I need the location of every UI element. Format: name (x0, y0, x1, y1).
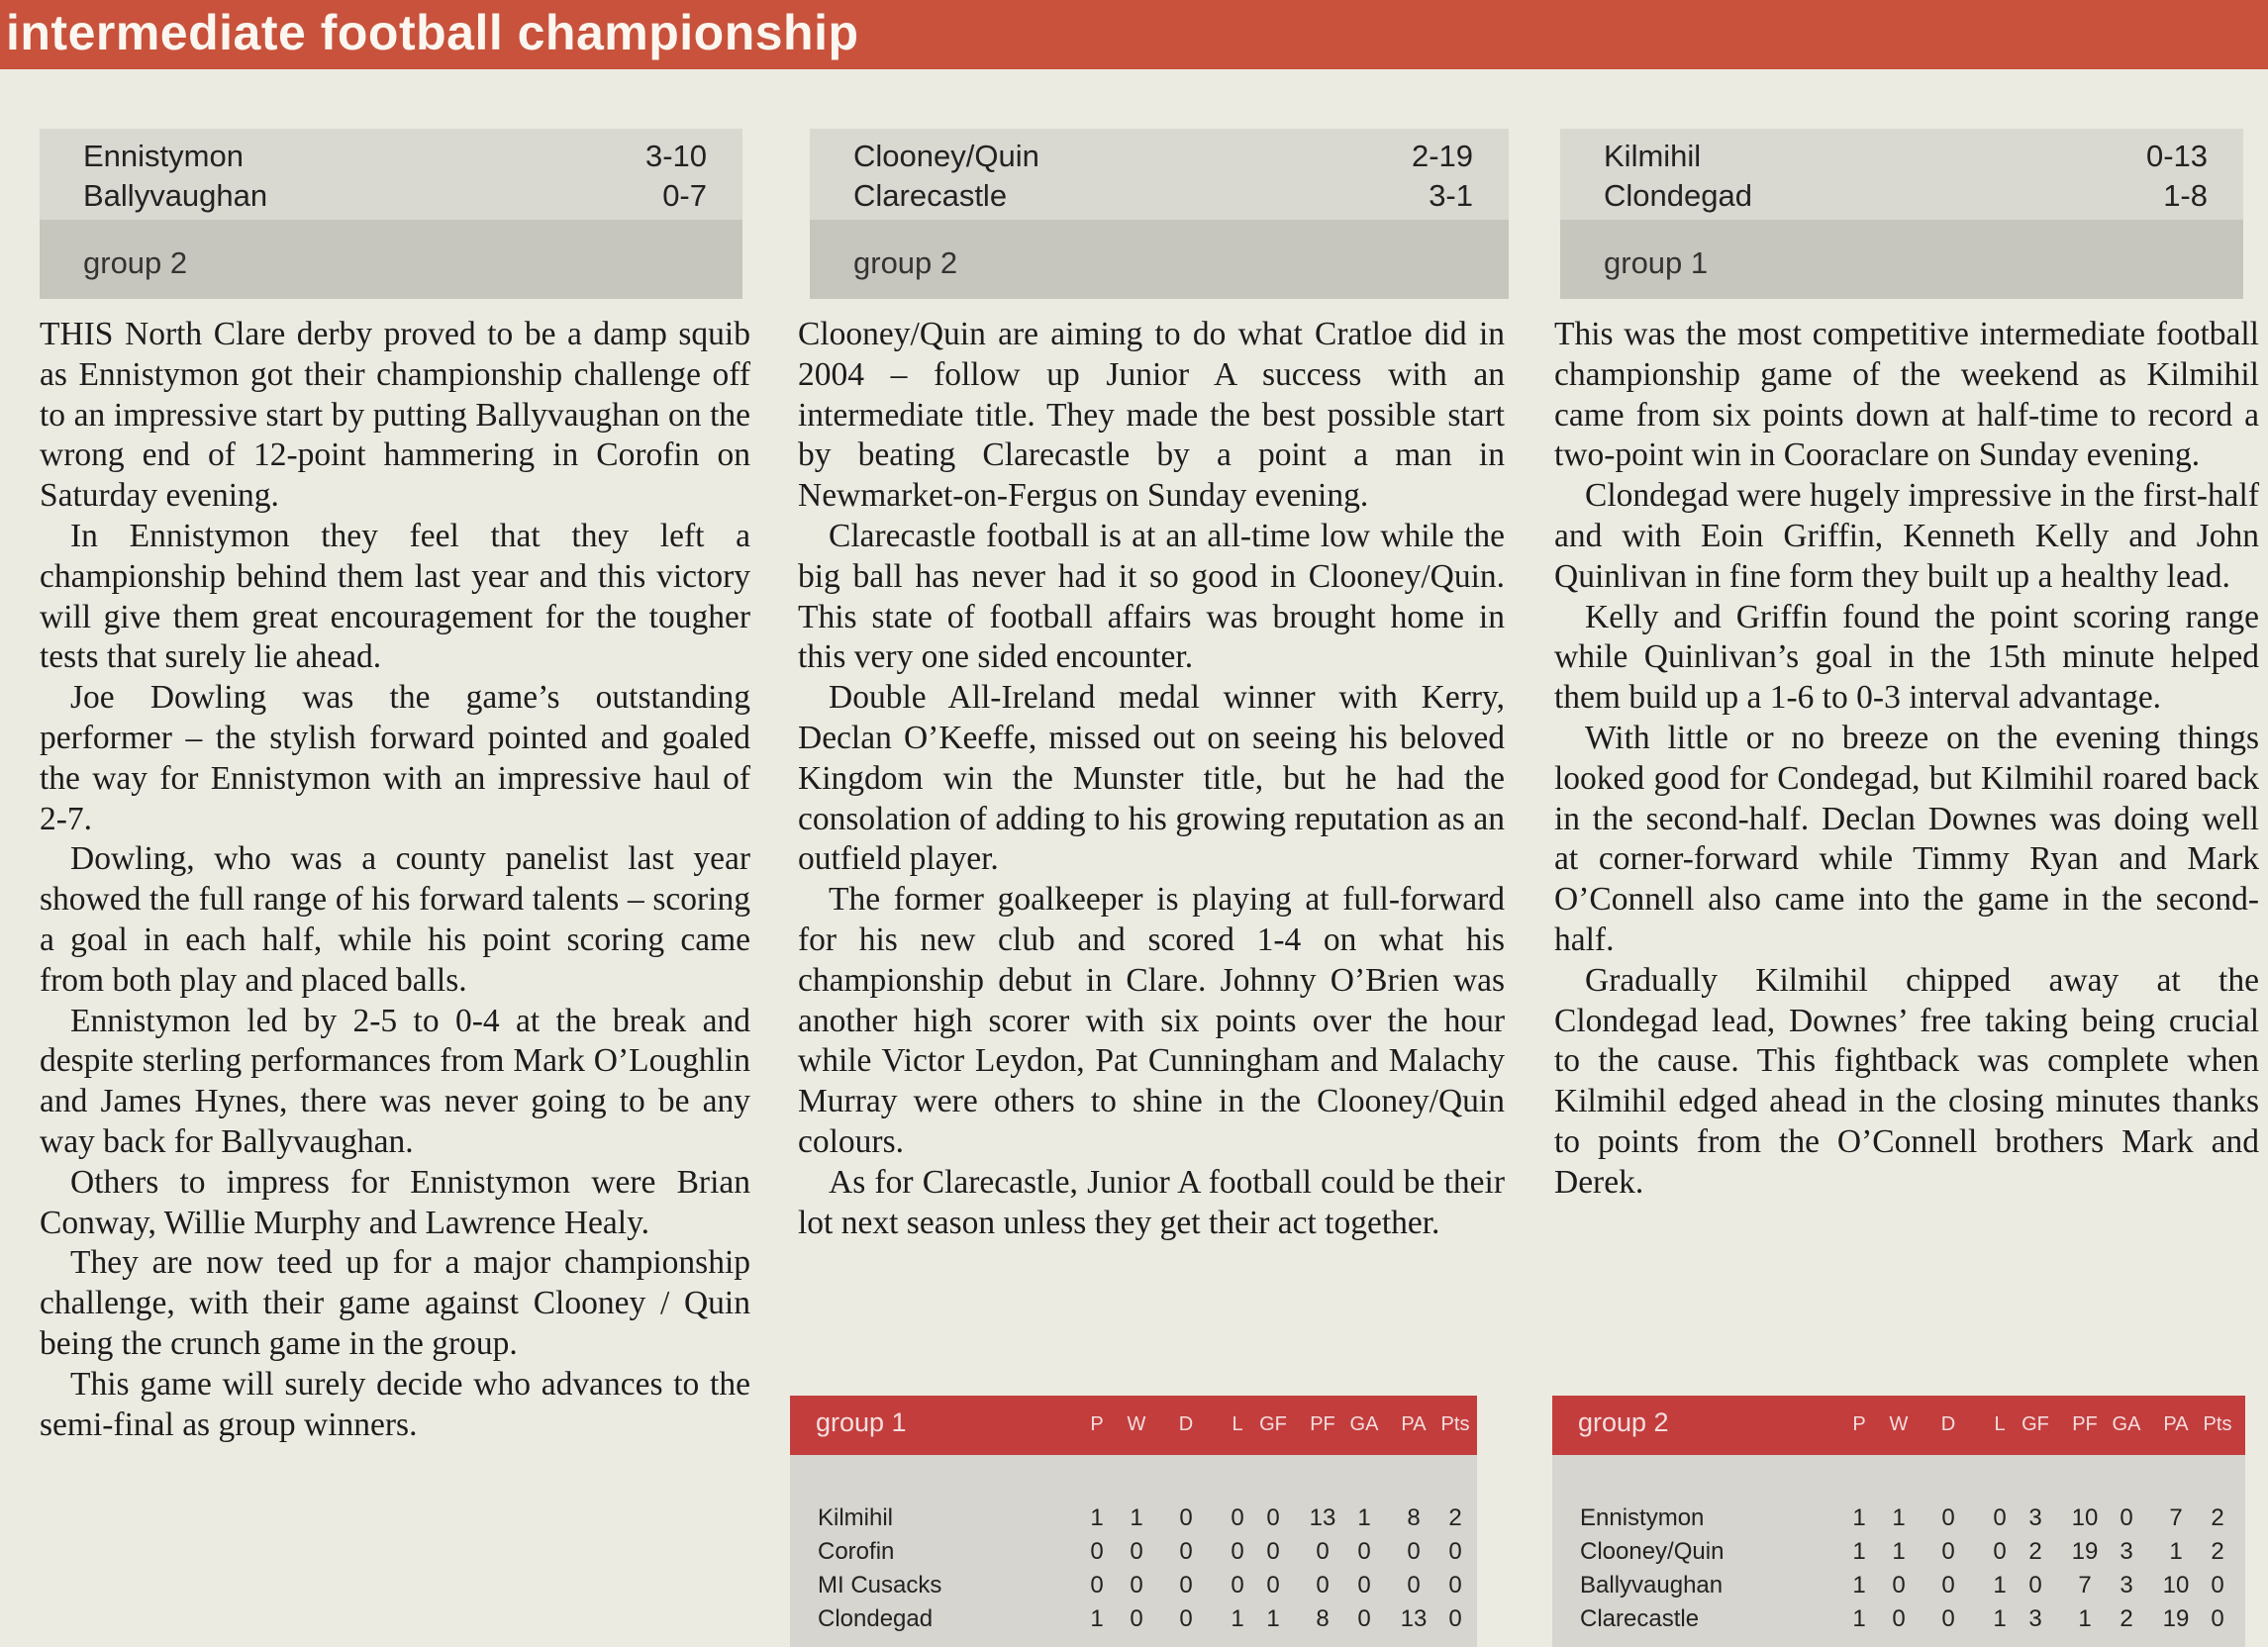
table-cell: 0 (2028, 1572, 2042, 1599)
team-score: 2-19 (1411, 139, 1473, 173)
table-cell: 0 (1993, 1538, 2007, 1565)
team-score: 0-7 (662, 178, 707, 213)
team-name: Ennistymon (83, 139, 244, 173)
section-banner (0, 0, 2268, 69)
table-cell: 0 (1407, 1538, 1421, 1565)
table-cell: 1 (1852, 1572, 1866, 1599)
paragraph: Ennistymon led by 2-5 to 0-4 at the break and despite sterling performances from Mark O’Loughlin and James Hynes, there was never going to be any way back for Ballyvaughan. (40, 1002, 750, 1160)
table-row (790, 1572, 1477, 1605)
table-row (790, 1538, 1477, 1572)
score-row-away (1560, 178, 2243, 218)
paragraph: This was the most competitive intermediate football championship game of the weekend as Kilmihil came from six points down at half-time to record a two-point win in Cooraclare on Sunday evening. (1554, 316, 2259, 474)
table-cell: 0 (1448, 1538, 1462, 1565)
table-header (790, 1396, 1477, 1455)
team-name: Ballyvaughan (1580, 1572, 1724, 1599)
team-name: Clarecastle (1580, 1605, 1700, 1632)
group-table (1552, 1396, 2245, 1647)
column-header: L (1994, 1413, 2006, 1435)
team-name: Kilmihil (818, 1504, 894, 1531)
table-row (1552, 1538, 2245, 1572)
match-report (1554, 315, 2259, 1204)
table-cell: 8 (1407, 1504, 1421, 1531)
team-name: Clondegad (1604, 178, 1752, 213)
table-row (1552, 1605, 2245, 1639)
column-header: GF (1259, 1413, 1287, 1435)
column-header: GA (1349, 1413, 1379, 1435)
table-cell: 0 (2120, 1504, 2133, 1531)
paragraph: THIS North Clare derby proved to be a damp squib as Ennistymon got their championship challenge off to an impressive start by putting Ballyvaughan on the wrong end of 12-point hammering in Corofin on Saturday evening. (40, 316, 750, 515)
table-cell: 1 (1892, 1504, 1906, 1531)
team-name: Clooney/Quin (853, 139, 1039, 173)
table-cell: 0 (1892, 1572, 1906, 1599)
table-cell: 0 (1130, 1572, 1143, 1599)
team-score: 3-1 (1429, 178, 1473, 213)
paragraph: In Ennistymon they feel that they left a championship behind them last year and this victory will give them great encouragement for the tougher tests that surely lie ahead. (40, 517, 750, 676)
table-cell: 1 (1993, 1572, 2007, 1599)
team-name: MI Cusacks (818, 1572, 942, 1599)
table-cell: 1 (2169, 1538, 2183, 1565)
table-cell: 0 (1892, 1605, 1906, 1632)
table-cell: 0 (1090, 1572, 1104, 1599)
table-cell: 7 (2169, 1504, 2183, 1531)
group-label: group 2 (853, 245, 958, 280)
column-header: D (1940, 1413, 1956, 1435)
table-cell: 2 (2028, 1538, 2042, 1565)
paragraph: This game will surely decide who advances to the semi-final as group winners. (40, 1365, 750, 1443)
table-cell: 0 (1179, 1572, 1193, 1599)
score-row-home (1560, 139, 2243, 178)
table-cell: 2 (2211, 1538, 2224, 1565)
table-cell: 1 (1090, 1504, 1104, 1531)
table-cell: 0 (1407, 1572, 1421, 1599)
table-cell: 0 (1316, 1538, 1330, 1565)
column-header: GA (2112, 1413, 2141, 1435)
table-cell: 3 (2120, 1538, 2133, 1565)
team-name: Kilmihil (1604, 139, 1702, 173)
paragraph: Clondegad were hugely impressive in the first-half and with Eoin Griffin, Kenneth Kelly and John Quinlivan in fine form they built up a healthy lead. (1554, 477, 2259, 595)
column-header: Pts (2203, 1413, 2232, 1435)
table-cell: 2 (2120, 1605, 2133, 1632)
table-cell: 0 (1316, 1572, 1330, 1599)
team-name: Corofin (818, 1538, 895, 1565)
table-cell: 0 (2211, 1572, 2224, 1599)
table-row (1552, 1572, 2245, 1605)
table-cell: 0 (1448, 1605, 1462, 1632)
table-cell: 7 (2078, 1572, 2092, 1599)
group-label: group 1 (816, 1407, 907, 1437)
score-box (40, 129, 742, 299)
table-cell: 0 (1266, 1504, 1280, 1531)
table-cell: 13 (1400, 1605, 1428, 1632)
table-row (1552, 1504, 2245, 1538)
score-row-away (40, 178, 742, 218)
table-cell: 1 (1852, 1538, 1866, 1565)
group-table (790, 1396, 1477, 1647)
team-name: Ennistymon (1580, 1504, 1705, 1531)
table-cell: 1 (1993, 1605, 2007, 1632)
table-cell: 0 (1941, 1538, 1955, 1565)
table-cell: 0 (1941, 1572, 1955, 1599)
table-cell: 13 (1309, 1504, 1336, 1531)
column-header: PF (2072, 1413, 2098, 1435)
paragraph: Clarecastle football is at an all-time low while the big ball has never had it so good in Clooney/Quin. This state of football affairs was brought home in this very one sided encounter. (798, 517, 1505, 676)
column-header: W (1127, 1413, 1146, 1435)
paragraph: Others to impress for Ennistymon were Brian Conway, Willie Murphy and Lawrence Healy. (40, 1163, 750, 1241)
table-cell: 8 (1316, 1605, 1330, 1632)
team-name: Clooney/Quin (1580, 1538, 1725, 1565)
table-cell: 2 (1448, 1504, 1462, 1531)
table-cell: 1 (1852, 1605, 1866, 1632)
table-cell: 0 (1357, 1572, 1371, 1599)
score-row-home (40, 139, 742, 178)
table-cell: 0 (1231, 1538, 1244, 1565)
table-cell: 0 (1357, 1538, 1371, 1565)
section-title: intermediate football championship (6, 5, 859, 60)
table-cell: 19 (2071, 1538, 2099, 1565)
table-cell: 0 (1231, 1572, 1244, 1599)
table-cell: 0 (1130, 1605, 1143, 1632)
table-cell: 1 (1266, 1605, 1280, 1632)
match-report (798, 315, 1505, 1243)
table-cell: 10 (2071, 1504, 2099, 1531)
column-header: P (1090, 1413, 1104, 1435)
table-cell: 1 (1852, 1504, 1866, 1531)
table-cell: 0 (1941, 1605, 1955, 1632)
paragraph: Clooney/Quin are aiming to do what Cratloe did in 2004 – follow up Junior A success with an intermediate title. They made the best possible start by beating Clarecastle by a point a man in Newmarket-on-Fergus on Sunday evening. (798, 316, 1505, 515)
score-row-away (810, 178, 1509, 218)
team-score: 1-8 (2163, 178, 2208, 213)
team-name: Clondegad (818, 1605, 934, 1632)
table-cell: 0 (1179, 1504, 1193, 1531)
table-cell: 0 (1231, 1504, 1244, 1531)
table-cell: 0 (1266, 1572, 1280, 1599)
group-label: group 2 (1578, 1407, 1669, 1437)
paragraph: Gradually Kilmihil chipped away at the Clondegad lead, Downes’ free taking being crucial to the cause. This fightback was complete when Kilmihil edged ahead in the closing minutes thanks to points from the O’Connell brothers Mark and Derek. (1554, 961, 2259, 1201)
group-label: group 1 (1604, 245, 1709, 280)
table-cell: 10 (2162, 1572, 2190, 1599)
table-header (1552, 1396, 2245, 1455)
table-cell: 1 (1231, 1605, 1244, 1632)
score-group-bar (810, 220, 1509, 299)
column-header: PA (1401, 1413, 1427, 1435)
table-cell: 2 (2211, 1504, 2224, 1531)
column-header: P (1852, 1413, 1866, 1435)
column-header: PA (2163, 1413, 2189, 1435)
table-cell: 0 (1448, 1572, 1462, 1599)
table-cell: 1 (2078, 1605, 2092, 1632)
table-cell: 1 (1090, 1605, 1104, 1632)
score-row-home (810, 139, 1509, 178)
paragraph: Kelly and Griffin found the point scoring range while Quinlivan’s goal in the 15th minute helped them build up a 1-6 to 0-3 interval advantage. (1554, 598, 2259, 717)
table-cell: 0 (1993, 1504, 2007, 1531)
paragraph: With little or no breeze on the evening things looked good for Condegad, but Kilmihil roared back in the second-half. Declan Downes was doing well at corner-forward while Timmy Ryan and Mark O’Connell also came into the game in the second-half. (1554, 719, 2259, 958)
score-box (810, 129, 1509, 299)
paragraph: The former goalkeeper is playing at full-forward for his new club and scored 1-4 on what his championship debut in Clare. Johnny O’Brien was another high scorer with six points over the hour while Victor Leydon, Pat Cunningham and Malachy Murray were others to shine in the Clooney/Quin colours. (798, 881, 1505, 1160)
table-cell: 19 (2162, 1605, 2190, 1632)
table-cell: 0 (1090, 1538, 1104, 1565)
paragraph: As for Clarecastle, Junior A football could be their lot next season unless they get their act together. (798, 1163, 1505, 1241)
table-row (790, 1605, 1477, 1639)
table-row (790, 1504, 1477, 1538)
column-header: D (1178, 1413, 1194, 1435)
table-cell: 1 (1130, 1504, 1143, 1531)
table-cell: 0 (1179, 1538, 1193, 1565)
paragraph: Joe Dowling was the game’s outstanding performer – the stylish forward pointed and goaled the way for Ennistymon with an impressive haul of 2-7. (40, 679, 750, 837)
table-cell: 1 (1892, 1538, 1906, 1565)
column-header: W (1889, 1413, 1909, 1435)
match-report (40, 315, 750, 1445)
team-score: 0-13 (2145, 139, 2208, 173)
column-header: GF (2021, 1413, 2049, 1435)
score-group-bar (1560, 220, 2243, 299)
team-score: 3-10 (644, 139, 707, 173)
table-cell: 3 (2028, 1504, 2042, 1531)
table-cell: 0 (1357, 1605, 1371, 1632)
paragraph: They are now teed up for a major championship challenge, with their game against Clooney / Quin being the crunch game in the group. (40, 1244, 750, 1362)
score-box (1560, 129, 2243, 299)
table-cell: 3 (2028, 1605, 2042, 1632)
column-header: PF (1310, 1413, 1335, 1435)
score-group-bar (40, 220, 742, 299)
team-name: Clarecastle (853, 178, 1008, 213)
team-name: Ballyvaughan (83, 178, 268, 213)
table-cell: 3 (2120, 1572, 2133, 1599)
table-cell: 0 (1941, 1504, 1955, 1531)
paragraph: Dowling, who was a county panelist last year showed the full range of his forward talents – scoring a goal in each half, while his point scoring came from both play and placed balls. (40, 840, 750, 999)
table-cell: 0 (1130, 1538, 1143, 1565)
group-label: group 2 (83, 245, 188, 280)
column-header: L (1232, 1413, 1243, 1435)
table-cell: 0 (1266, 1538, 1280, 1565)
table-cell: 1 (1357, 1504, 1371, 1531)
column-header: Pts (1440, 1413, 1470, 1435)
paragraph: Double All-Ireland medal winner with Kerry, Declan O’Keeffe, missed out on seeing his beloved Kingdom win the Munster title, but he had the consolation of adding to his growing reputation as an outfield player. (798, 679, 1505, 878)
table-cell: 0 (2211, 1605, 2224, 1632)
table-cell: 0 (1179, 1605, 1193, 1632)
